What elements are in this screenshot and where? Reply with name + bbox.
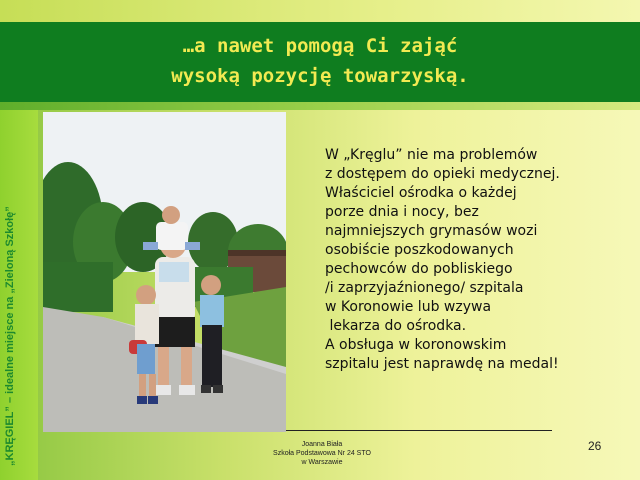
body-line: W „Kręglu” nie ma problemów	[325, 147, 538, 163]
body-line: A obsługa w koronowskim	[325, 337, 507, 353]
body-line: najmniejszych grymasów wozi	[325, 223, 538, 239]
footer-city: w Warszawie	[301, 459, 343, 466]
side-label: „KRĘGIEL” – idealne miejsce na „Zieloną Szkołę”	[4, 206, 16, 466]
body-line: porze dnia i nocy, bez	[325, 204, 479, 220]
top-band	[0, 0, 640, 22]
body-line: osobiście poszkodowanych	[325, 242, 514, 258]
family-photo	[43, 112, 286, 432]
footer-rule	[286, 430, 552, 431]
body-line: lekarza do ośrodka.	[325, 318, 467, 334]
slide-title	[0, 31, 640, 91]
body-line: Właściciel ośrodka o każdej	[325, 185, 517, 201]
body-line: szpitalu jest naprawdę na medal!	[325, 356, 559, 372]
page-number: 26	[588, 439, 602, 453]
body-line: z dostępem do opieki medycznej.	[325, 166, 560, 182]
slide-title-line-2: wysoką pozycję towarzyską.	[171, 65, 469, 87]
body-line: w Koronowie lub wzywa	[325, 299, 492, 315]
title-underbar	[0, 102, 640, 110]
body-text	[325, 146, 625, 374]
footer-credit	[252, 440, 392, 467]
slide-title-line-1: …a nawet pomogą Ci zająć	[182, 35, 458, 57]
footer-author: Joanna Biała	[301, 441, 343, 448]
body-line: pechowców do pobliskiego	[325, 261, 513, 277]
footer-school: Szkoła Podstawowa Nr 24 STO	[273, 450, 371, 457]
body-line: /i zaprzyjaźnionego/ szpitala	[325, 280, 524, 296]
